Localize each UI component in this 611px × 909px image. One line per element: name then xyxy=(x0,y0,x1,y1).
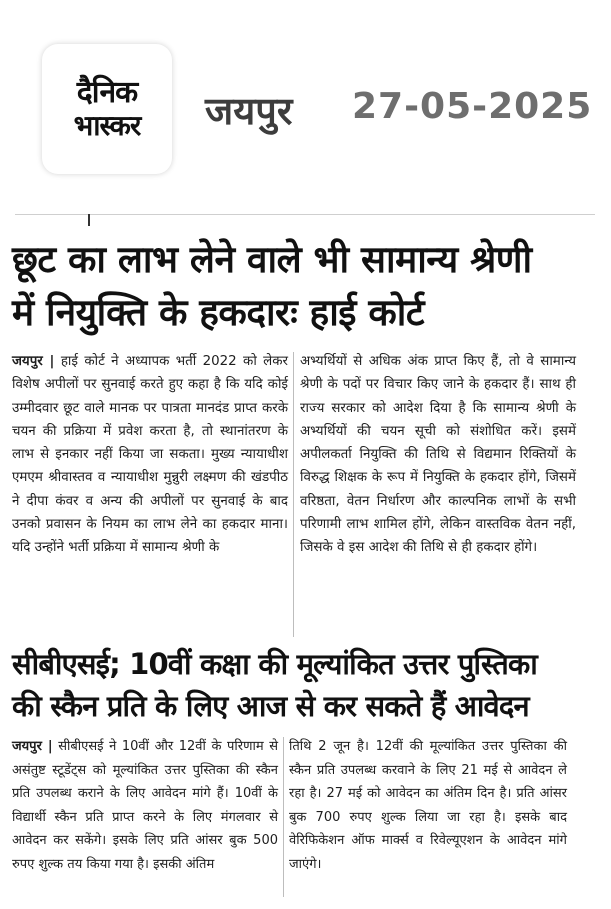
logo-line-2: भास्कर xyxy=(73,109,141,142)
article1-col2-text: अभ्यर्थियों से अधिक अंक प्राप्त किए हैं, तो वे सामान्य श्रेणी के पदों पर विचार किए जाने के हकदार हैं। साथ ही राज्य सरकार को आदेश दिया है कि सामान्य श्रेणी के अभ्यर्थियों की चयन सूची को संशोधित करें। इसमें अपीलकर्ता नियुक्ति की तिथि से विद्यमान रिक्तियों के विरुद्ध शिक्षक के रूप में नियुक्ति के हकदार होंगे, जिसमें वरिष्ठता, वेतन निर्धारण और काल्पनिक लाभों के सभी परिणामी लाभ शामिल होंगे, लेकिन वास्तविक वेतन नहीं, जिसके वे इस आदेश की तिथि से ही हकदार होंगे। xyxy=(300,354,576,556)
article1-column-2 xyxy=(300,350,576,560)
article2-column-2 xyxy=(289,735,567,877)
column-divider xyxy=(283,737,284,897)
article1-headline-line1: छूट का लाभ लेने वाले भी सामान्य श्रेणी xyxy=(12,238,532,281)
article1-column-1 xyxy=(12,350,288,560)
article2-dateline: जयपुर | xyxy=(12,739,53,754)
divider-tick xyxy=(88,214,90,226)
article2-col2-text: तिथि 2 जून है। 12वीं की मूल्यांकित उत्तर पुस्तिका की स्कैन प्रति उपलब्ध करवाने के लिए 21 मई से आवेदन ले रहा है। 27 मई को आवेदन का अंतिम दिन है। प्रति आंसर बुक 700 रुपए शुल्क लिया जा रहा है। इसके बाद वेरिफिकेशन ऑफ मार्क्स व रिवेल्यूएशन के आवेदन मांगे जाएंगे। xyxy=(289,739,567,872)
article2-headline-line1: सीबीएसई; 10वीं कक्षा की मूल्यांकित उत्तर पुस्तिका xyxy=(12,647,537,681)
edition-city: जयपुर xyxy=(205,89,293,133)
article1-dateline: जयपुर | xyxy=(12,354,55,369)
logo-line-1: दैनिक xyxy=(76,75,138,110)
article2-headline-line2: की स्कैन प्रति के लिए आज से कर सकते हैं आवेदन xyxy=(12,689,529,723)
masthead xyxy=(0,0,611,210)
top-divider xyxy=(15,214,595,215)
article2-column-1 xyxy=(12,735,278,877)
edition-date: 27-05-2025 xyxy=(352,86,593,127)
article1-col1-text: हाई कोर्ट ने अध्यापक भर्ती 2022 को लेकर विशेष अपीलों पर सुनवाई करते हुए कहा है कि यदि कोई उम्मीदवार छूट वाले मानक पर पात्रता मानदंड प्राप्त करके चयन की प्रक्रिया में प्रवेश करता है, तो स्थानांतरण के लाभ से इनकार नहीं किया जा सकता। मुख्य न्यायाधीश एमएम श्रीवास्तव व न्यायाधीश मुन्नुरी लक्ष्मण की खंडपीठ ने दीपा कंवर व अन्य की अपीलों पर सुनवाई के बाद उनको प्रवासन के नियम का लाभ लेने का हकदार माना। यदि उन्होंने भर्ती प्रक्रिया में सामान्य श्रेणी के xyxy=(12,354,288,556)
article1-headline-line2: में नियुक्ति के हकदारः हाई कोर्ट xyxy=(12,291,424,334)
dainik-bhaskar-logo xyxy=(42,44,172,174)
article2-col1-text: सीबीएसई ने 10वीं और 12वीं के परिणाम से असंतुष्ट स्टूडेंट्स को मूल्यांकित उत्तर पुस्तिका की स्कैन प्रति उपलब्ध कराने के लिए आवेदन मांगे हैं। 10वीं के विद्यार्थी स्कैन प्रति प्राप्त करने के लिए मंगलवार से आवेदन कर सकेंगे। इसके लिए प्रति आंसर बुक 500 रुपए शुल्क तय किया गया है। इसकी अंतिम xyxy=(12,739,278,872)
column-divider xyxy=(293,352,294,637)
